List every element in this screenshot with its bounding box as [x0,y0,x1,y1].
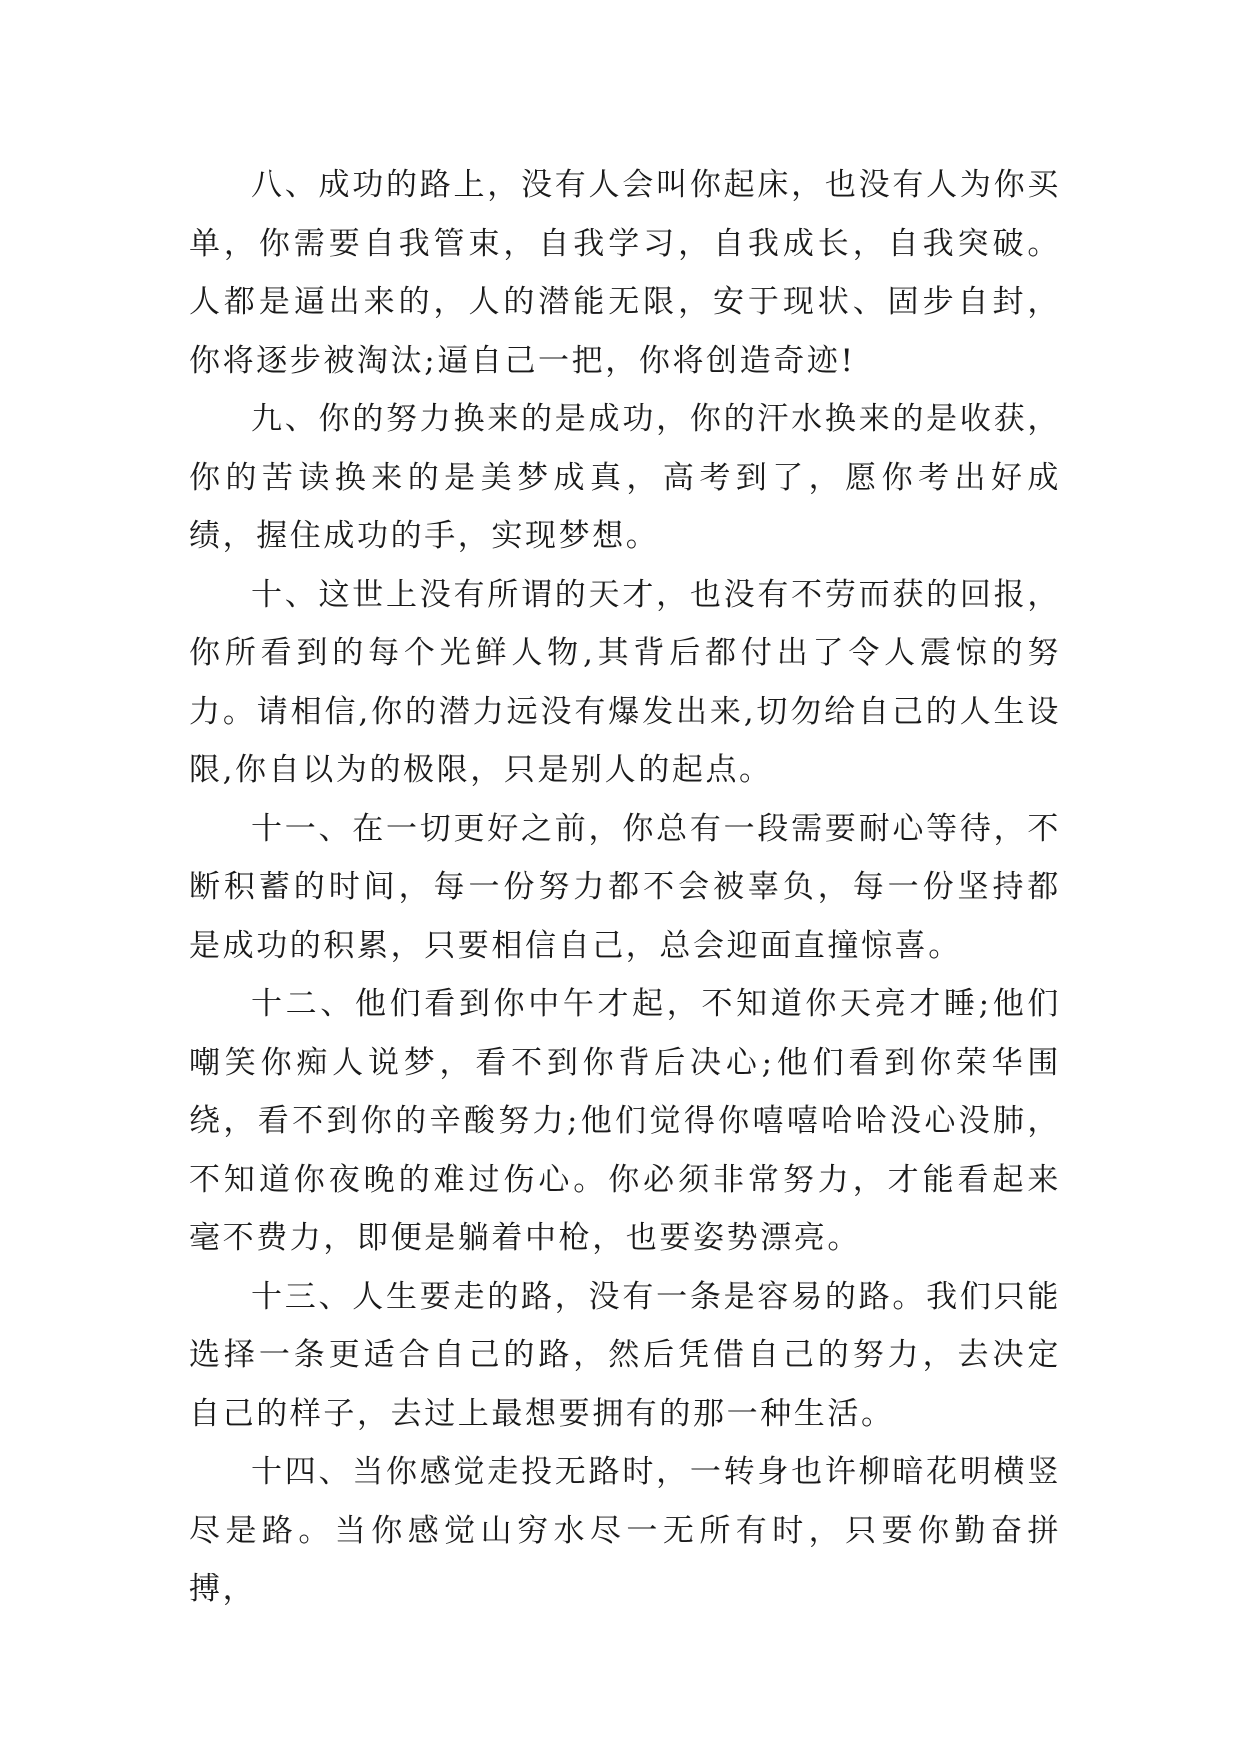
paragraph-8: 八、成功的路上，没有人会叫你起床，也没有人为你买单，你需要自我管束，自我学习，自我成长，自我突破。人都是逼出来的，人的潜能无限，安于现状、固步自封，你将逐步被淘汰;逼自己一把，你将创造奇迹! [189,167,1061,379]
paragraph-11: 十一、在一切更好之前，你总有一段需要耐心等待，不断积蓄的时间，每一份努力都不会被辜负，每一份坚持都是成功的积累，只要相信自己，总会迎面直撞惊喜。 [189,810,1061,964]
document-body [189,156,1061,1619]
paragraph-12: 十二、他们看到你中午才起，不知道你天亮才睡;他们嘲笑你痴人说梦，看不到你背后决心;他们看到你荣华围绕，看不到你的辛酸努力;他们觉得你嘻嘻哈哈没心没肺，不知道你夜晚的难过伤心。你必须非常努力，才能看起来毫不费力，即便是躺着中枪，也要姿势漂亮。 [189,986,1061,1256]
paragraph-13: 十三、人生要走的路，没有一条是容易的路。我们只能选择一条更适合自己的路，然后凭借自己的努力，去决定自己的样子，去过上最想要拥有的那一种生活。 [189,1278,1061,1432]
paragraph-9: 九、你的努力换来的是成功，你的汗水换来的是收获，你的苦读换来的是美梦成真，高考到了，愿你考出好成绩，握住成功的手，实现梦想。 [189,401,1061,554]
paragraph-10: 十、这世上没有所谓的天才，也没有不劳而获的回报，你所看到的每个光鲜人物,其背后都付出了令人震惊的努力。请相信,你的潜力远没有爆发出来,切勿给自己的人生设限,你自以为的极限，只是别人的起点。 [189,576,1061,788]
paragraph-14: 十四、当你感觉走投无路时，一转身也许柳暗花明横竖尽是路。当你感觉山穷水尽一无所有时，只要你勤奋拼搏， [189,1454,1061,1607]
